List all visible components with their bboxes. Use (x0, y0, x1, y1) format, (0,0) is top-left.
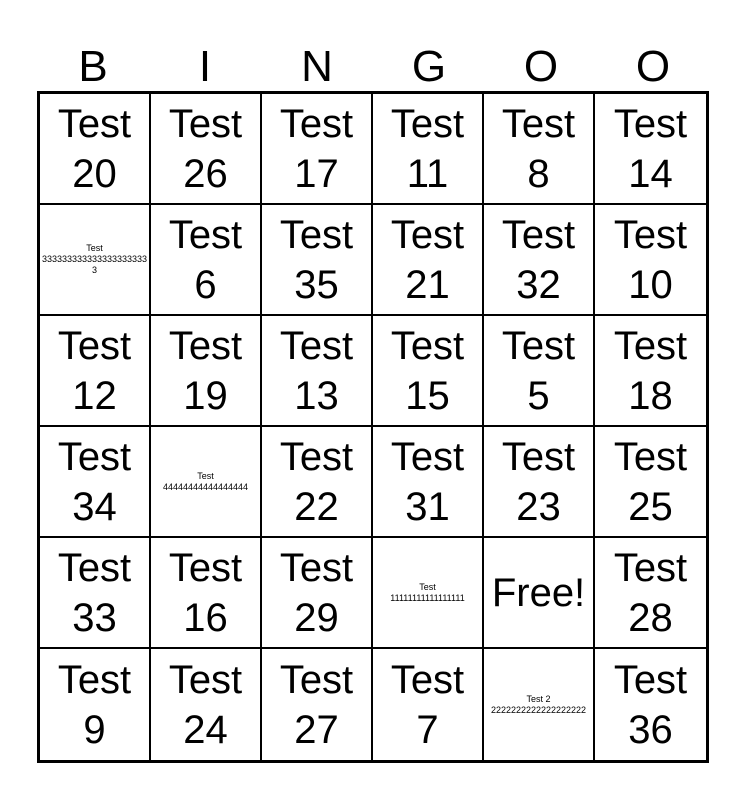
bingo-cell[interactable] (40, 649, 151, 760)
bingo-cell-text: Test 35 (279, 212, 354, 307)
bingo-cell-text: Test 32 (501, 212, 576, 307)
bingo-cell-text: Test 5 (501, 323, 576, 418)
bingo-card (37, 40, 709, 762)
bingo-cell[interactable] (262, 538, 373, 649)
bingo-cell[interactable] (373, 94, 484, 205)
header-letter-b: B (78, 42, 108, 91)
bingo-cell-text: Test 18 (613, 323, 688, 418)
bingo-cell-text: Test 26 (168, 101, 243, 196)
bingo-cell[interactable] (151, 538, 262, 649)
bingo-cell-text: Test 31 (390, 434, 465, 529)
bingo-cell-text: Test 8 (501, 101, 576, 196)
header-letter-g: G (411, 42, 447, 91)
header-letter-o-2: O (635, 42, 671, 91)
bingo-cell[interactable] (151, 94, 262, 205)
bingo-grid (37, 91, 709, 763)
bingo-cell[interactable] (40, 427, 151, 538)
bingo-cell[interactable] (484, 649, 595, 760)
bingo-cell-text: Test 13 (279, 323, 354, 418)
bingo-cell[interactable] (151, 205, 262, 316)
bingo-cell[interactable] (373, 538, 484, 649)
header-letter-o: O (523, 42, 559, 91)
bingo-cell[interactable] (40, 538, 151, 649)
bingo-cell[interactable] (262, 427, 373, 538)
bingo-cell-text: Test 10 (613, 212, 688, 307)
bingo-cell-text: Test 11 (390, 101, 465, 196)
bingo-cell[interactable] (151, 316, 262, 427)
bingo-cell-text: Test 25 (613, 434, 688, 529)
bingo-cell[interactable] (484, 427, 595, 538)
bingo-cell-text: Test 16 (168, 545, 243, 640)
bingo-cell[interactable] (595, 94, 706, 205)
header-letter-n: N (301, 42, 333, 91)
bingo-cell[interactable] (373, 427, 484, 538)
bingo-cell-text: Test 36 (613, 657, 688, 752)
bingo-cell-text: Test 34 (57, 434, 132, 529)
bingo-cell[interactable] (40, 316, 151, 427)
bingo-cell[interactable] (484, 316, 595, 427)
bingo-cell-text: Test 6 (168, 212, 243, 307)
bingo-cell-text: Test 44444444444444444 (162, 470, 249, 492)
bingo-cell[interactable] (373, 316, 484, 427)
bingo-cell-text: Test 14 (613, 101, 688, 196)
bingo-cell-text: Test 17 (279, 101, 354, 196)
bingo-cell[interactable] (595, 427, 706, 538)
bingo-cell[interactable] (373, 205, 484, 316)
bingo-cell-text: Test 33 (57, 545, 132, 640)
bingo-cell-text: Test 2 2222222222222222222 (490, 693, 587, 715)
bingo-cell-text: Test 11111111111111111 (390, 581, 465, 603)
bingo-cell-text: Test 20 (57, 101, 132, 196)
header-letter-i: I (198, 42, 212, 91)
bingo-cell-text: Test 22 (279, 434, 354, 529)
bingo-cell[interactable] (595, 205, 706, 316)
bingo-cell[interactable] (262, 94, 373, 205)
bingo-cell[interactable] (151, 649, 262, 760)
bingo-cell[interactable] (40, 94, 151, 205)
bingo-cell-text: Test 21 (390, 212, 465, 307)
bingo-cell-text: Test 9 (57, 657, 132, 752)
bingo-cell-text: Test 23 (501, 434, 576, 529)
bingo-cell-text: Test 3333333333333333333333 (41, 243, 148, 275)
free-space-label: Free! (491, 570, 586, 615)
bingo-cell[interactable] (484, 94, 595, 205)
bingo-cell[interactable] (262, 316, 373, 427)
bingo-cell-text: Test 15 (390, 323, 465, 418)
bingo-cell-text: Test 12 (57, 323, 132, 418)
bingo-cell[interactable] (262, 649, 373, 760)
bingo-cell-text: Test 7 (390, 657, 465, 752)
bingo-cell[interactable] (595, 538, 706, 649)
bingo-cell-text: Test 28 (613, 545, 688, 640)
bingo-cell-text: Test 19 (168, 323, 243, 418)
bingo-cell[interactable] (595, 316, 706, 427)
bingo-header (37, 40, 709, 92)
bingo-cell[interactable] (484, 205, 595, 316)
bingo-cell[interactable] (151, 427, 262, 538)
bingo-cell[interactable] (595, 649, 706, 760)
bingo-cell[interactable] (40, 205, 151, 316)
bingo-cell[interactable] (373, 649, 484, 760)
bingo-cell-text: Test 27 (279, 657, 354, 752)
free-space-cell[interactable] (484, 538, 595, 649)
bingo-cell[interactable] (262, 205, 373, 316)
bingo-cell-text: Test 29 (279, 545, 354, 640)
bingo-cell-text: Test 24 (168, 657, 243, 752)
